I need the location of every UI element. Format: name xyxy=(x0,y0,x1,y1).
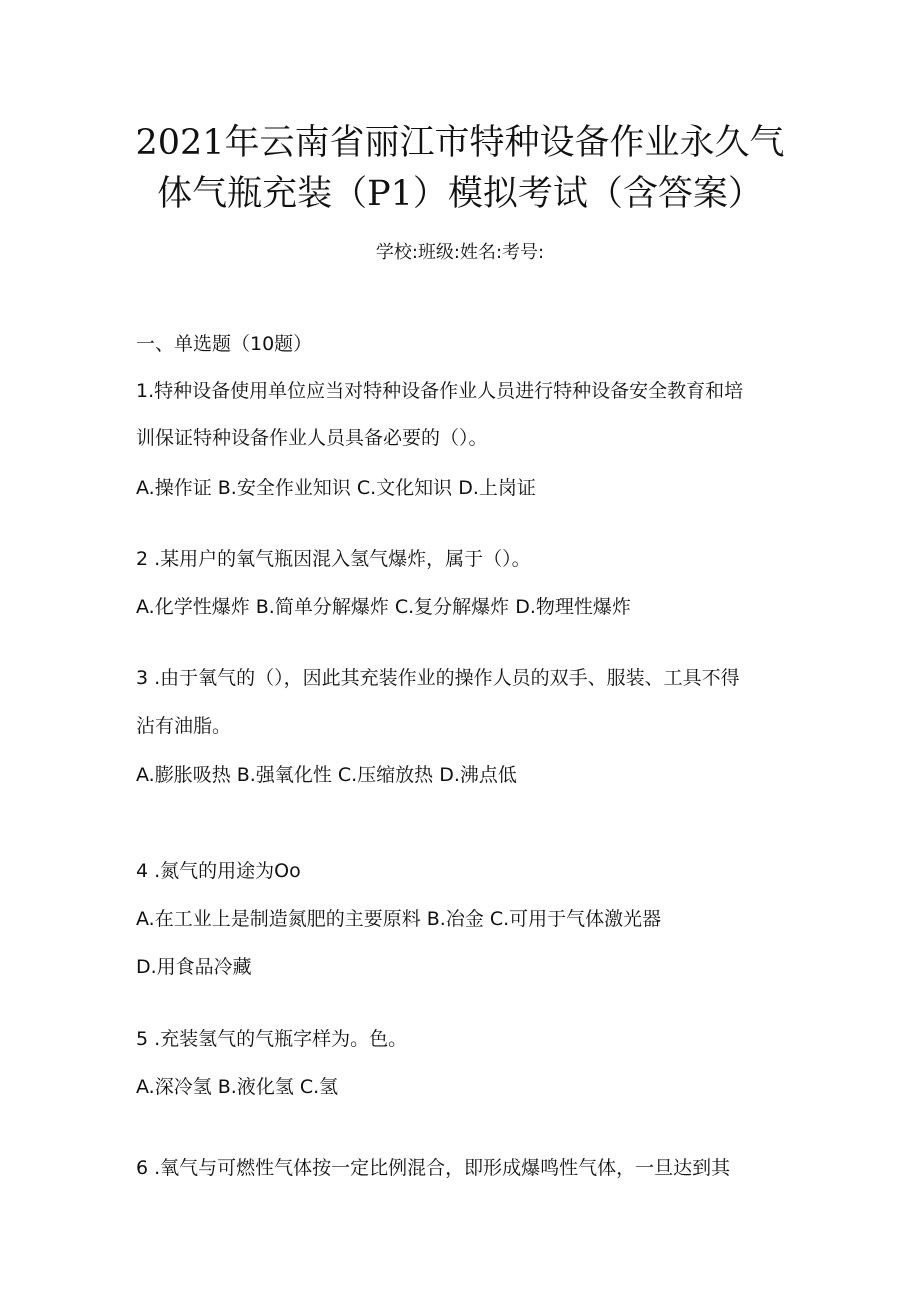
question-4-text-line-1: 4 .氮气的用途为Oo xyxy=(136,860,301,882)
question-1-options: A.操作证 B.安全作业知识 C.文化知识 D.上岗证 xyxy=(136,477,536,499)
document-title-line-1: 2021年云南省丽江市特种设备作业永久气 xyxy=(135,123,785,163)
section-heading: 一、单选题（10题） xyxy=(136,333,313,355)
question-4-options-line-2: D.用食品冷藏 xyxy=(136,956,252,978)
question-1-text-line-1: 1.特种设备使用单位应当对特种设备作业人员进行特种设备安全教育和培 xyxy=(136,380,744,402)
question-5-text-line-1: 5 .充装氢气的气瓶字样为。色。 xyxy=(136,1028,408,1050)
document-title-line-2: 体气瓶充装（P1）模拟考试（含答案） xyxy=(157,174,763,214)
question-1-text-line-2: 训保证特种设备作业人员具备必要的（）。 xyxy=(136,427,488,449)
student-info-line: 学校:班级:姓名:考号: xyxy=(375,242,545,263)
question-2-options: A.化学性爆炸 B.简单分解爆炸 C.复分解爆炸 D.物理性爆炸 xyxy=(136,596,631,618)
question-4-options-line-1: A.在工业上是制造氮肥的主要原料 B.冶金 C.可用于气体激光器 xyxy=(136,908,662,930)
question-3-options: A.膨胀吸热 B.强氧化性 C.压缩放热 D.沸点低 xyxy=(136,764,517,786)
question-3-text-line-1: 3 .由于氧气的（），因此其充装作业的操作人员的双手、服装、工具不得 xyxy=(136,667,740,689)
question-5-options: A.深冷氢 B.液化氢 C.氢 xyxy=(136,1076,339,1098)
question-2-text-line-1: 2 .某用户的氧气瓶因混入氢气爆炸，属于（）。 xyxy=(136,548,531,570)
question-3-text-line-2: 沾有油脂。 xyxy=(136,715,232,737)
question-6-text-line-1: 6 .氧气与可燃性气体按一定比例混合，即形成爆鸣性气体，一旦达到其 xyxy=(136,1157,731,1179)
